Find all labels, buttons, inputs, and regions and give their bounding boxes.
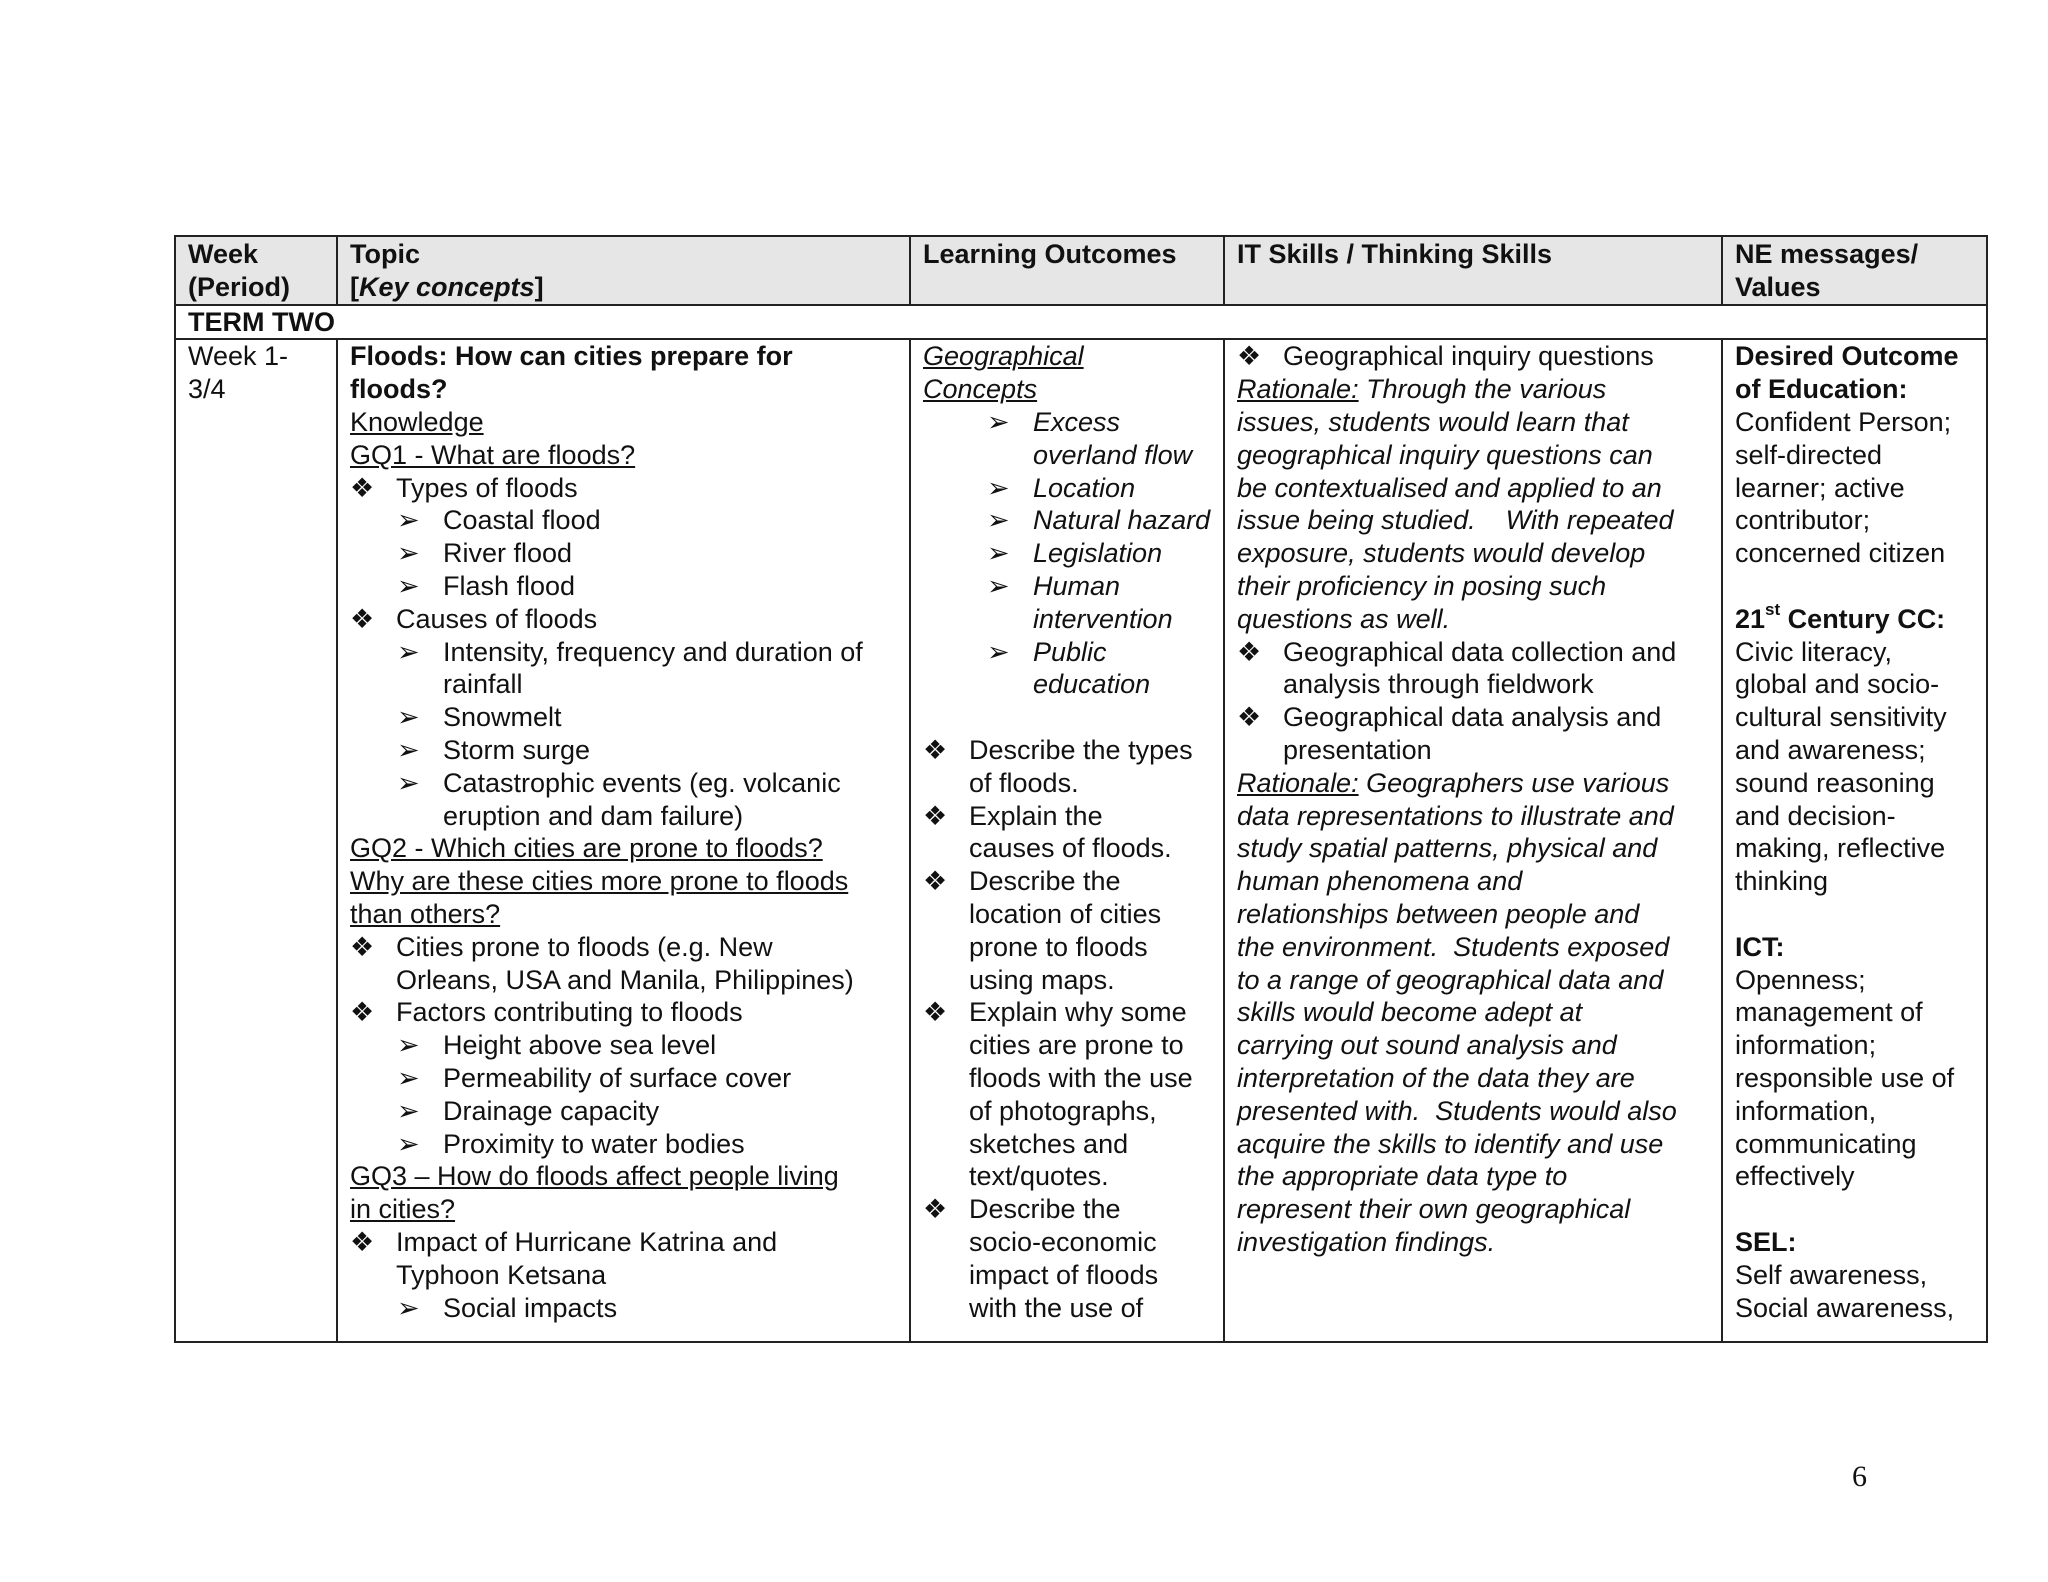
list-item: ❖ Describe the location of cities prone to floods using maps.	[923, 866, 1162, 995]
century-cc-heading: 21st Century CC:	[1735, 599, 1946, 634]
arrow-bullet-icon: ➢	[397, 767, 420, 798]
rationale-1: Rationale: Through the various	[1237, 374, 1607, 405]
arrow-bullet-icon: ➢	[397, 538, 420, 569]
skills-cell: ❖ Geographical inquiry questions Rationale: Through the various issues, students would learn that geographical inquiry questions can be contextualised and applied to an issue being studied. With repeated exposure, students would develop their proficiency in posing such questions as well. ❖ Geographical data collection and analysis through fieldwork ❖ Geographical data analysis and presentation Rationale: Geographers use various data representations to illustrate and study spatial patterns, physical and human phenomena and relationships between people and the environment. Students exposed to a range of geographical data and skills would become adept at carrying out sound analysis and interpretation of the data they are presented with. Students would also acquire the skills to identify and use the appropriate data type to represent their own geographical investigation findings.	[1224, 339, 1722, 1342]
list-item: ➢ Intensity, frequency and duration of rainfall	[397, 636, 863, 700]
diamond-bullet-icon: ❖	[350, 931, 375, 962]
diamond-bullet-icon: ❖	[923, 1194, 948, 1225]
term-row	[175, 305, 1987, 340]
scheme-of-work-table	[174, 235, 1988, 1343]
diamond-bullet-icon: ❖	[1237, 636, 1262, 667]
list-item: ➢ Permeability of surface cover	[397, 1062, 792, 1093]
arrow-bullet-icon: ➢	[987, 505, 1010, 536]
arrow-bullet-icon: ➢	[397, 636, 420, 667]
list-item: ➢ Flash flood	[397, 570, 576, 601]
doe-heading: Desired Outcome	[1735, 341, 1959, 372]
list-item: ➢ Coastal flood	[397, 505, 601, 536]
page-number: 6	[1852, 1460, 1867, 1493]
diamond-bullet-icon: ❖	[1237, 341, 1262, 372]
header-values: NE messages/ Values	[1722, 236, 1987, 305]
list-item: ❖ Geographical inquiry questions	[1237, 341, 1654, 372]
diamond-bullet-icon: ❖	[1237, 702, 1262, 733]
arrow-bullet-icon: ➢	[397, 702, 420, 733]
list-item: ❖ Types of floods	[350, 472, 578, 503]
list-item: ➢ Human intervention	[987, 570, 1173, 634]
gq1-heading: GQ1 - What are floods?	[350, 439, 636, 470]
arrow-bullet-icon: ➢	[397, 1062, 420, 1093]
diamond-bullet-icon: ❖	[923, 800, 948, 831]
header-row	[175, 236, 1987, 305]
term-label: TERM TWO	[175, 305, 1987, 340]
list-item: ❖ Explain the causes of floods.	[923, 800, 1172, 864]
arrow-bullet-icon: ➢	[397, 1292, 420, 1323]
list-item: ➢ River flood	[397, 538, 573, 569]
concepts-heading: Geographical	[923, 341, 1084, 372]
header-skills: IT Skills / Thinking Skills	[1224, 236, 1722, 305]
ict-heading: ICT:	[1735, 931, 1785, 962]
list-item: ➢ Legislation	[987, 538, 1163, 569]
list-item: ❖ Describe the socio-economic impact of floods with the use of	[923, 1194, 1159, 1323]
list-item: ➢ Location	[987, 472, 1136, 503]
knowledge-heading: Knowledge	[350, 406, 484, 437]
outcomes-cell: Geographical Concepts ➢ Excess overland flow ➢ Location ➢ Natural hazard ➢ Legislation ➢ Human intervention ➢ Public education ❖ Describe the types of floods. ❖ Explain the causes of floods. ❖ Describe the location of cities prone to floods using maps. ❖ Explain why some cities are prone to floods with the use of photographs, sketches and text/quotes. ❖ Describe the socio-economic impact of floods with the use of	[910, 339, 1224, 1342]
list-item: ➢ Social impacts	[397, 1292, 618, 1323]
arrow-bullet-icon: ➢	[397, 1030, 420, 1061]
list-item: ❖ Cities prone to floods (e.g. New Orleans, USA and Manila, Philippines)	[350, 931, 854, 995]
topic-title: Floods: How can cities prepare for	[350, 341, 793, 372]
list-item: ❖ Causes of floods	[350, 603, 598, 634]
values-cell: Desired Outcome of Education: Confident Person; self-directed learner; active contributor; concerned citizen 21st Century CC: Civic literacy, global and socio- cultural sensitivity and awareness; sound reasoning and decision- making, reflective thinking ICT: Openness; management of information; responsible use of information, communicating effectively SEL: Self awareness, Social awareness,	[1722, 339, 1987, 1342]
diamond-bullet-icon: ❖	[350, 472, 375, 503]
arrow-bullet-icon: ➢	[987, 570, 1010, 601]
diamond-bullet-icon: ❖	[923, 866, 948, 897]
arrow-bullet-icon: ➢	[987, 406, 1010, 437]
diamond-bullet-icon: ❖	[923, 997, 948, 1028]
list-item: ➢ Height above sea level	[397, 1030, 717, 1061]
arrow-bullet-icon: ➢	[397, 505, 420, 536]
arrow-bullet-icon: ➢	[987, 472, 1010, 503]
arrow-bullet-icon: ➢	[397, 734, 420, 765]
sel-heading: SEL:	[1735, 1226, 1797, 1257]
list-item: ❖ Impact of Hurricane Katrina and Typhoon Ketsana	[350, 1226, 778, 1290]
header-topic: Topic [Key concepts]	[337, 236, 910, 305]
header-week: Week (Period)	[175, 236, 337, 305]
list-item: ➢ Proximity to water bodies	[397, 1128, 745, 1159]
list-item: ❖ Explain why some cities are prone to floods with the use of photographs, sketches and text/quotes.	[923, 997, 1193, 1192]
rationale-2: Rationale: Geographers use various	[1237, 767, 1670, 798]
list-item: ❖ Factors contributing to floods	[350, 997, 743, 1028]
arrow-bullet-icon: ➢	[987, 538, 1010, 569]
list-item: ❖ Geographical data analysis and presentation	[1237, 702, 1662, 765]
list-item: ➢ Excess overland flow	[987, 406, 1193, 470]
diamond-bullet-icon: ❖	[350, 1226, 375, 1257]
list-item: ➢ Public education	[987, 636, 1151, 700]
list-item: ➢ Drainage capacity	[397, 1095, 660, 1126]
week-cell: Week 1- 3/4	[175, 339, 337, 1342]
diamond-bullet-icon: ❖	[923, 734, 948, 765]
arrow-bullet-icon: ➢	[397, 570, 420, 601]
list-item: ➢ Catastrophic events (eg. volcanic eruption and dam failure)	[397, 767, 841, 831]
gq3-heading: GQ3 – How do floods affect people living	[350, 1161, 839, 1192]
arrow-bullet-icon: ➢	[397, 1095, 420, 1126]
list-item: ❖ Geographical data collection and analysis through fieldwork	[1237, 636, 1677, 700]
arrow-bullet-icon: ➢	[987, 636, 1010, 667]
list-item: ➢ Storm surge	[397, 734, 591, 765]
header-learning-outcomes: Learning Outcomes	[910, 236, 1224, 305]
diamond-bullet-icon: ❖	[350, 997, 375, 1028]
list-item: ➢ Natural hazard	[987, 505, 1211, 536]
topic-cell: Floods: How can cities prepare for floods? Knowledge GQ1 - What are floods? ❖ Types of floods ➢ Coastal flood ➢ River flood ➢ Flash flood ❖ Causes of floods ➢ Intensity, frequency and duration of rainfall ➢ Snowmelt ➢ Storm surge ➢ Catastrophic events (eg. volcanic eruption and dam failure) GQ2 - Which cities are prone to floods? Why are these cities more prone to floods than others? ❖ Cities prone to floods (e.g. New Orleans, USA and Manila, Philippines) ❖ Factors contributing to floods ➢ Height above sea level ➢ Permeability of surface cover ➢ Drainage capacity ➢ Proximity to water bodies GQ3 – How do floods affect people living in cities? ❖ Impact of Hurricane Katrina and Typhoon Ketsana ➢ Social impacts	[337, 339, 910, 1342]
diamond-bullet-icon: ❖	[350, 603, 375, 634]
list-item: ➢ Snowmelt	[397, 702, 562, 733]
arrow-bullet-icon: ➢	[397, 1128, 420, 1159]
content-row	[175, 339, 1987, 1342]
gq2-heading: GQ2 - Which cities are prone to floods?	[350, 833, 823, 864]
list-item: ❖ Describe the types of floods.	[923, 734, 1193, 798]
